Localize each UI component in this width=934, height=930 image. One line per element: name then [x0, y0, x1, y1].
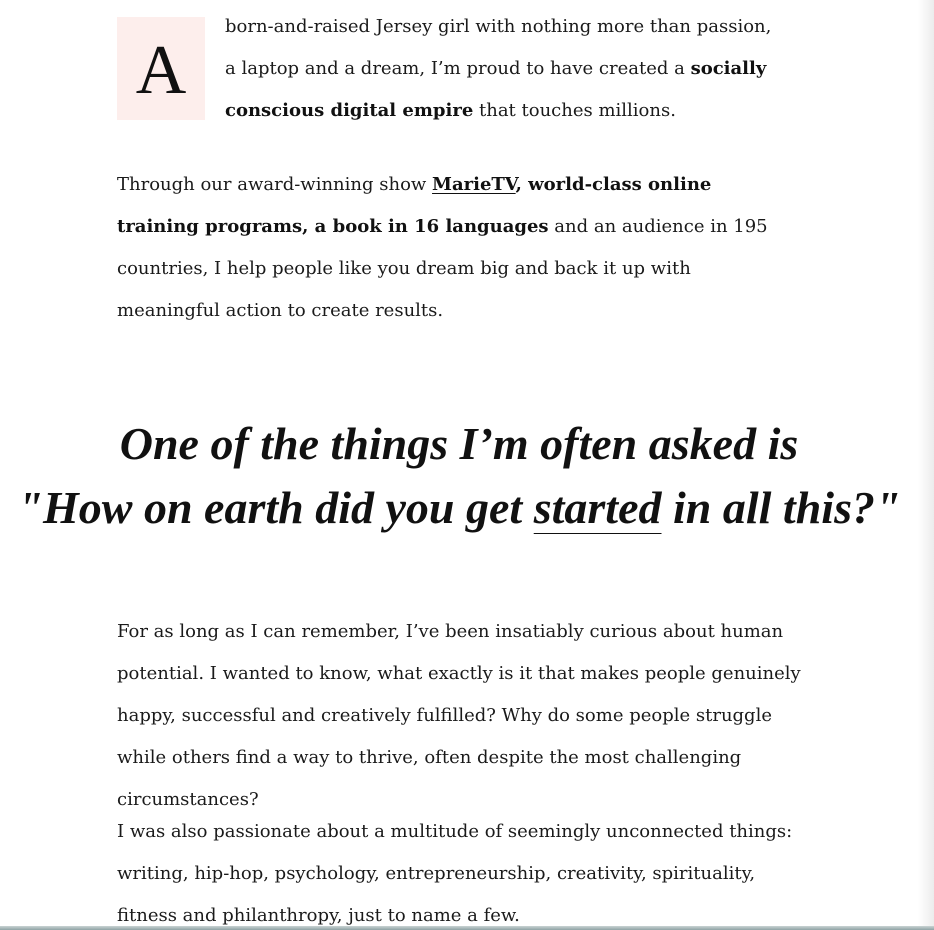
- quote-line2-after: in all this?": [661, 482, 901, 533]
- quote-line2-before: "How on earth did you get: [17, 482, 534, 533]
- pull-quote-line-2: [0, 476, 918, 540]
- intro-bold: socially conscious digital empire: [225, 58, 767, 121]
- quote-started-underlined: started: [533, 482, 662, 533]
- scrollbar-shadow: [918, 0, 934, 930]
- intro-paragraph: [225, 6, 785, 132]
- paragraph-show: [117, 164, 797, 332]
- paragraph-curious: For as long as I can remember, I’ve been insatiably curious about human potential. I wanted to know, what exactly is it that makes people genuinely happy, successful and creatively fulfilled? Why do some people struggle while others find a way to thrive, often despite the most challenging circumstances?: [117, 621, 801, 810]
- dropcap-letter: A: [135, 31, 187, 109]
- bottom-divider: [0, 926, 934, 930]
- dropcap-box: [117, 17, 205, 120]
- para2-bold: world-class online training programs, a book in 16 languages: [117, 174, 712, 237]
- pull-quote-line-1: One of the things I’m often asked is: [119, 418, 799, 469]
- marietv-link[interactable]: MarieTV: [432, 174, 516, 195]
- para2-lead: Through our award-winning show: [117, 174, 433, 195]
- intro-text-before: born-and-raised Jersey girl with nothing more than passion, a laptop and a dream, I’m proud to have created a: [225, 16, 772, 79]
- para2-comma: ,: [515, 174, 529, 195]
- paragraph-passions: I was also passionate about a multitude of seemingly unconnected things: writing, hip-hop, psychology, entrepreneurship, creativity, spirituality, fitness and philanthropy, just to name a few.: [117, 821, 793, 926]
- intro-text-after: that touches millions.: [473, 100, 676, 121]
- pull-quote: [0, 412, 918, 540]
- para2-rest: and an audience in 195 countries, I help people like you dream big and back it up with meaningful action to create results.: [117, 216, 768, 321]
